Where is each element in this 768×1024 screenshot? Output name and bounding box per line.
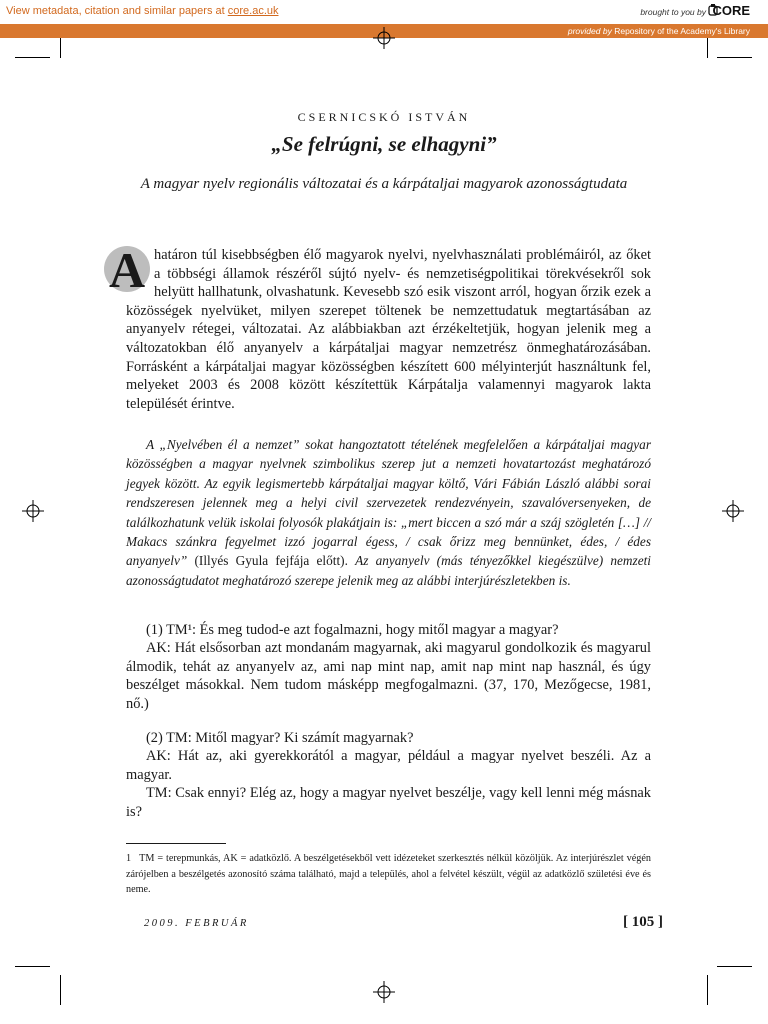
core-link[interactable]: core.ac.uk (227, 5, 279, 17)
intro-text: határon túl kisebbségben élő magyarok nyelvi, nyelvhasználati problémáiról, az őket a többségi államok részéről sújtó nyelv- és nemzetiségpolitikai törekvésekről sok helyütt hallhatunk, olvashatunk. Kevesebb szó esik viszont arról, hogyan őrzik ezek a közösségek nyelvüket, milyen szerepet töltenek be nemzettudatuk megtartásában az anyanyelv rétegei, változatai. Az alábbiakban azt érzékeltetjük, hogyan jelenik meg a változatokban élő anyanyelv a kárpátaljai magyar nemzetrész önmeghatározásában. Forrásként a kárpátaljai magyar közösségben készített 600 mélyinterjút használtunk fel, melyeket 2003 és 2008 között készítettük Kárpátalja valamennyi magyarok lakta települését érintve. (126, 247, 651, 412)
interview-answer: AK: Hát elsősorban azt mondanám magyarnak, aki magyarul gondolkozik és magyarul álmodik, tehát az anyanyelv az, ami nap mint nap, amit nap mint nap használ, és úgy beszélget másokkal. Nem tudom másképp megfogalmazni. (37, 170, Mezőgecse, 1981, nő.) (126, 640, 651, 712)
core-logo[interactable]: CORE (712, 3, 750, 18)
article-subtitle: A magyar nyelv regionális változatai és a kárpátaljai magyarok azonosságtudata (140, 176, 628, 192)
registration-mark-icon (722, 500, 744, 522)
interview-question: TM: Csak ennyi? Elég az, hogy a magyar nyelvet beszélje, vagy kell lenni még másnak is? (126, 785, 651, 820)
crop-mark (60, 38, 61, 58)
quote-paragraph: A „Nyelvében él a nemzet” sokat hangoztatott tételének megfelelően a kárpátaljai magyar közösségben a magyar nyelvnek szimbolikus szerep jut a nemzeti hovatartozást meghatározó jegyek között. Az egyik legismertebb kárpátaljai magyar költő, Vári Fábián László alábbi sorai rendszeresen jelennek meg a helyi civil szervezetek rendezvényein, szavalóversenyeken, de találkozhatunk velük iskolai folyosók plakátjain is: „mert biccen a szó már a száj szögletén […] // Makacs szánkra fegyelmet izzó jogarral égess, / csak őrizz meg bennünket, édes, / édes anyanyelv” (Illyés Gyula fejfája előtt). Az anyanyelv (más tényezőkkel kiegészülve) nemzeti azonosságtudatot meghatározó szerepe jelenik meg az alábbi interjúrészletekben is. (126, 437, 651, 588)
footnote-number: 1 (126, 853, 132, 864)
crop-mark (15, 57, 50, 58)
dropcap: A (104, 246, 150, 292)
registration-mark-icon (22, 500, 44, 522)
interview-question: (2) TM: Mitől magyar? Ki számít magyarnak? (146, 730, 414, 746)
author-name: CSERNICSKÓ ISTVÁN (297, 110, 471, 124)
intro-paragraph (108, 242, 651, 413)
crop-mark (15, 966, 50, 967)
registration-mark-icon (373, 981, 395, 1003)
registration-mark-icon (373, 27, 395, 49)
provider-text: provided by Repository of the Academy's Library (567, 26, 750, 36)
interview-answer: AK: Hát az, aki gyerekkorától a magyar, például a magyar nyelvet beszéli. Az a magyar. (126, 748, 651, 783)
article-title: „Se felrúgni, se elhagyni” (271, 132, 497, 156)
page-number: [ 105 ] (623, 914, 663, 930)
footnote-rule (126, 843, 226, 844)
interview-excerpt-1 (126, 621, 651, 713)
brought-by-text: brought to you by (640, 7, 706, 17)
footer-date: 2009. FEBRUÁR (144, 918, 249, 929)
metadata-text: View metadata, citation and similar papers at core.ac.uk (6, 5, 279, 17)
footnote-text: TM = terepmunkás, AK = adatközlő. A beszélgetésekből vett idézeteket szerkesztés nélkül közöljük. Az interjúrészlet végén zárójelben a beszélgetés azonosító száma található, majd a település, ahol a felvétel készült, végül az adatközlő születési éve és neme. (126, 853, 651, 895)
crop-mark (707, 975, 708, 1005)
interview-question: (1) TM¹: És meg tudod-e azt fogalmazni, hogy mitől magyar a magyar? (146, 622, 559, 638)
footnote (126, 851, 651, 898)
crop-mark (717, 966, 752, 967)
core-banner (0, 0, 768, 25)
crop-mark (717, 57, 752, 58)
crop-mark (60, 975, 61, 1005)
interview-excerpt-2 (126, 729, 651, 821)
crop-mark (707, 38, 708, 58)
